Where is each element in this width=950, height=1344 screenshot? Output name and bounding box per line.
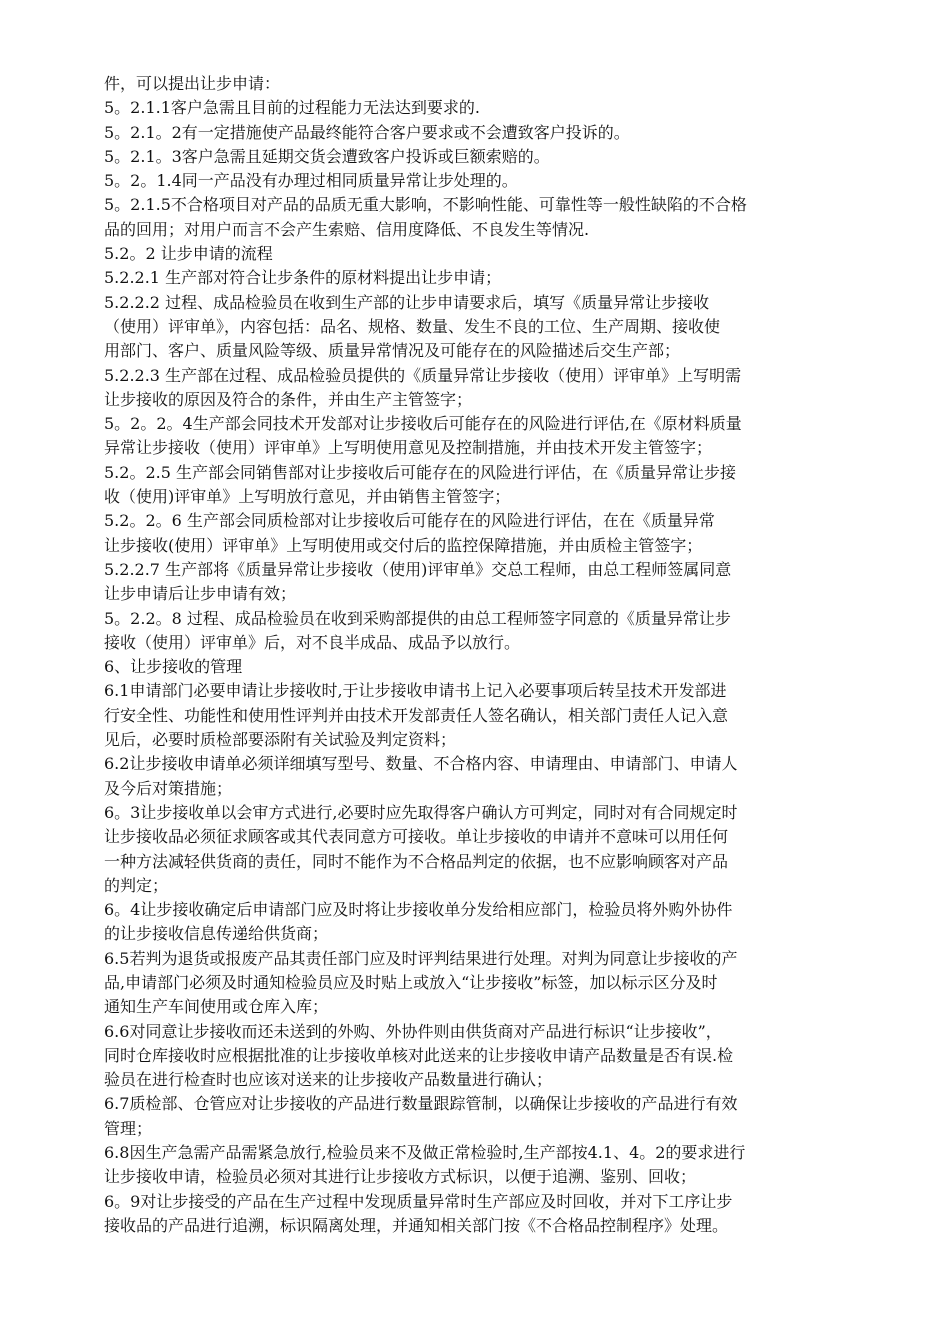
text-line: 5。2.1.5不合格项目对产品的品质无重大影响，不影响性能、可靠性等一般性缺陷的不合格	[104, 195, 747, 215]
text-line: 接收品的产品进行追溯，标识隔离处理，并通知相关部门按《不合格品控制程序》处理。	[104, 1215, 729, 1235]
document-body	[104, 72, 860, 1238]
text-line: 让步接收品必须征求顾客或其代表同意方可接收。单让步接收的申请并不意味可以用任何	[104, 827, 729, 847]
text-line: 5。2.2。8 过程、成品检验员在收到采购部提供的由总工程师签字同意的《质量异常让步	[104, 608, 731, 628]
text-line: 5。2.1。2有一定措施使产品最终能符合客户要求或不会遭致客户投诉的。	[104, 122, 630, 142]
text-line: 6。4让步接收确定后申请部门应及时将让步接收单分发给相应部门，检验员将外购外协件	[104, 900, 733, 920]
text-line: （使用）评审单》，内容包括：品名、规格、数量、发生不良的工位、生产周期、接收使	[104, 316, 721, 336]
text-line: 让步申请后让步申请有效；	[104, 584, 297, 604]
text-line: 5.2.2.1 生产部对符合让步条件的原材料提出让步申请；	[104, 268, 502, 288]
text-line: 5.2。2.5 生产部会同销售部对让步接收后可能存在的风险进行评估，在《质量异常让步接	[104, 462, 736, 482]
text-line: 见后，必要时质检部要添附有关试验及判定资料；	[104, 730, 457, 750]
text-line: 一种方法减轻供货商的责任，同时不能作为不合格品判定的依据，也不应影响顾客对产品	[104, 851, 729, 871]
text-line: 6.6对同意让步接收而还未送到的外购、外协件则由供货商对产品进行标识“让步接收”，	[104, 1021, 722, 1041]
text-line: 及今后对策措施；	[104, 778, 233, 798]
text-line: 的让步接收信息传递给供货商；	[104, 924, 329, 944]
text-line: 让步接收(使用）评审单》上写明使用或交付后的监控保障措施，并由质检主管签字；	[104, 535, 703, 555]
text-line: 件，可以提出让步申请：	[104, 74, 281, 93]
text-line: 6.5若判为退货或报废产品其责任部门应及时评判结果进行处理。对判为同意让步接收的产	[104, 948, 738, 968]
text-line: 通知生产车间使用或仓库入库；	[104, 997, 329, 1017]
text-line: 6.2让步接收申请单必须详细填写型号、数量、不合格内容、申请理由、申请部门、申请人	[104, 754, 738, 774]
text-line: 品,申请部门必须及时通知检验员应及时贴上或放入“让步接收”标签，加以标示区分及时	[104, 972, 718, 992]
text-line: 6。3让步接收单以会审方式进行,必要时应先取得客户确认方可判定，同时对有合同规定时	[104, 802, 738, 822]
text-line: 的判定；	[104, 875, 169, 895]
text-line: 让步接收的原因及符合的条件，并由生产主管签字；	[104, 389, 473, 409]
text-line: 品的回用；对用户而言不会产生索赔、信用度降低、不良发生等情况.	[104, 219, 590, 239]
section-heading: 6、让步接收的管理	[104, 657, 243, 677]
text-line: 5。2。2。4生产部会同技术开发部对让步接收后可能存在的风险进行评估,在《原材料质量	[104, 414, 742, 434]
text-line: 6。9对让步接受的产品在生产过程中发现质量异常时生产部应及时回收，并对下工序让步	[104, 1191, 733, 1211]
text-line: 5.2.2.7 生产部将《质量异常让步接收（使用)评审单》交总工程师，由总工程师签属同意	[104, 559, 732, 579]
text-line: 收（使用)评审单》上写明放行意见，并由销售主管签字；	[104, 487, 511, 507]
text-line: 6.8因生产急需产品需紧急放行,检验员来不及做正常检验时,生产部按4.1、4。2的要求进行	[104, 1143, 746, 1163]
text-line: 5.2.2.3 生产部在过程、成品检验员提供的《质量异常让步接收（使用）评审单》上写明需	[104, 365, 742, 385]
text-line: 让步接收申请，检验员必须对其进行让步接收方式标识，以便于追溯、鉴别、回收；	[104, 1167, 697, 1187]
text-line: 6.1申请部门必要申请让步接收时,于让步接收申请书上记入必要事项后转呈技术开发部进	[104, 681, 727, 701]
text-line: 同时仓库接收时应根据批准的让步接收单核对此送来的让步接收申请产品数量是否有误.检	[104, 1045, 734, 1065]
text-line: 管理；	[104, 1118, 153, 1138]
text-line: 6.7质检部、仓管应对让步接收的产品进行数量跟踪管制，以确保让步接收的产品进行有效	[104, 1094, 738, 1114]
text-line: 5.2.2.2 过程、成品检验员在收到生产部的让步申请要求后，填写《质量异常让步接收	[104, 292, 710, 312]
text-line: 5.2。2。6 生产部会同质检部对让步接收后可能存在的风险进行评估，在在《质量异常	[104, 511, 715, 531]
text-line: 5。2.1。3客户急需且延期交货会遭致客户投诉或巨额索赔的。	[104, 146, 550, 166]
text-line: 行安全性、功能性和使用性评判并由技术开发部责任人签名确认，相关部门责任人记入意	[104, 705, 729, 725]
text-line: 5。2。1.4同一产品没有办理过相同质量异常让步处理的。	[104, 171, 518, 191]
section-heading: 5.2。2 让步申请的流程	[104, 244, 273, 264]
text-line: 验员在进行检查时也应该对送来的让步接收产品数量进行确认；	[104, 1070, 553, 1090]
text-line: 异常让步接收（使用）评审单》上写明使用意见及控制措施，并由技术开发主管签字；	[104, 438, 713, 458]
text-line: 用部门、客户、质量风险等级、质量异常情况及可能存在的风险描述后交生产部；	[104, 341, 681, 361]
text-line: 接收（使用）评审单》后，对不良半成品、成品予以放行。	[104, 632, 521, 652]
text-line: 5。2.1.1客户急需且目前的过程能力无法达到要求的.	[104, 98, 480, 118]
